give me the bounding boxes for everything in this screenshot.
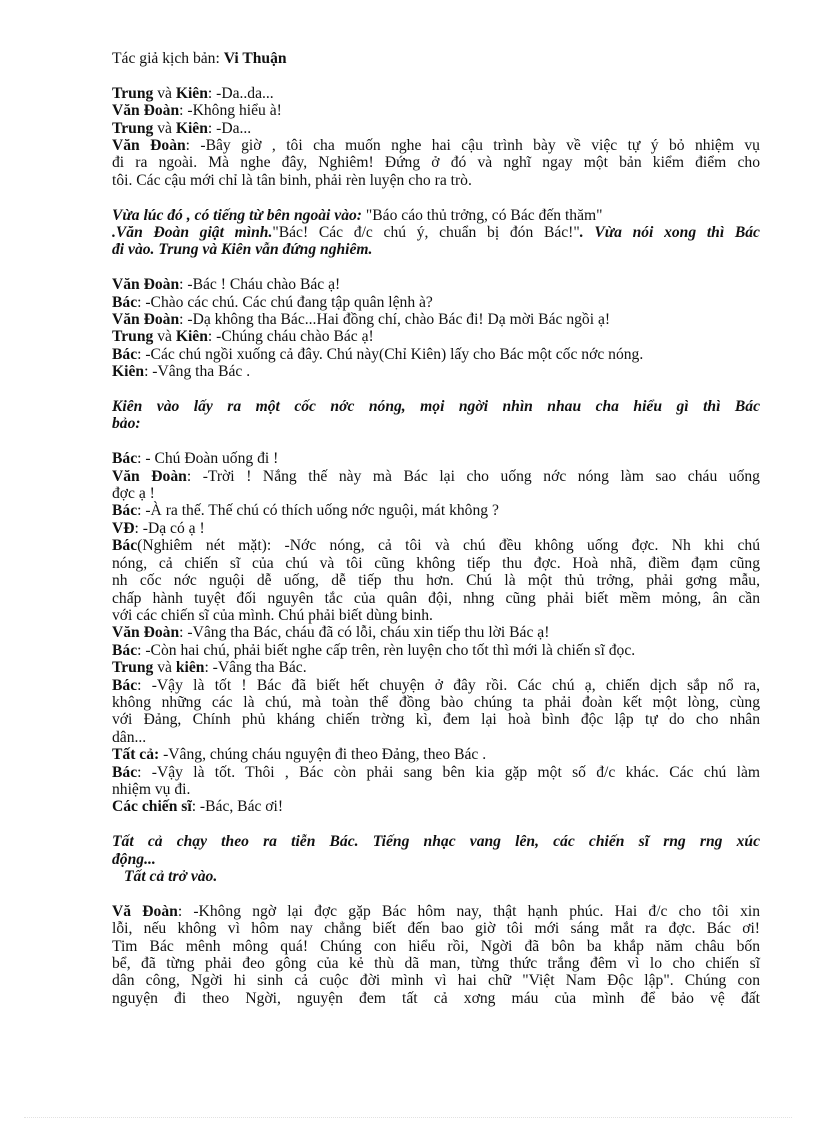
speaker-name: Bác	[112, 450, 138, 468]
dialogue-text: (Nghiêm nét mặt): -Nớc nóng, cả tôi và chú đều không uống đợc. Nh khi chú	[137, 537, 760, 555]
dialogue-text: -Vâng, chúng cháu nguyện đi theo Đảng, theo Bác .	[159, 746, 487, 764]
speaker-name: Bác	[112, 641, 138, 659]
speaker-joiner: và	[153, 659, 176, 677]
author-name: Vi Thuận	[223, 50, 287, 67]
speaker-name: VĐ	[112, 519, 135, 537]
dialogue-line	[112, 311, 760, 328]
dialogue-line	[112, 485, 760, 502]
script-body	[112, 67, 760, 1007]
stage-direction-text: .Văn Đoàn giật mình.	[112, 224, 273, 242]
dialogue-line	[112, 938, 760, 955]
dialogue-line	[112, 520, 760, 537]
quoted-speech-text: "Báo cáo thủ trởng, có Bác đến thăm"	[365, 206, 603, 224]
speaker-name: Vă Đoàn	[112, 902, 178, 920]
dialogue-line	[112, 659, 760, 676]
dialogue-text: : -Các chú ngồi xuống cả đây. Chú này(Chỉ Kiên) lấy cho Bác một cốc nớc nóng.	[137, 345, 644, 363]
dialogue-text: nóng, cả chiến sĩ của chú và tôi cũng không tiếp thu đợc. Hoà nhã, điềm đạm cũng	[112, 554, 760, 572]
dialogue-line	[112, 294, 760, 311]
document-page	[112, 50, 760, 1007]
dialogue-text: dân...	[112, 728, 147, 746]
speaker-joiner: và	[153, 84, 176, 102]
speaker-name: Bác	[112, 676, 138, 694]
speaker-name: Văn Đoàn	[112, 276, 180, 294]
dialogue-text: nhiệm vụ đi.	[112, 780, 191, 798]
dialogue-text: : -Vậy là tốt ! Bác đã biết hết chuyện ở đây rồi. Các chú ạ, chiến dịch sắp nổ ra,	[137, 676, 760, 694]
dialogue-text: với các chiến sĩ của mình. Chú phải biết dùng binh.	[112, 606, 433, 624]
stage-direction-line	[112, 207, 760, 224]
dialogue-line	[112, 990, 760, 1007]
dialogue-line	[112, 537, 760, 554]
speaker-name: kiên	[175, 659, 205, 677]
stage-direction-text: Tất cả trở vào.	[124, 868, 218, 885]
dialogue-text: : -Vâng tha Bác, cháu đã có lỗi, cháu xin tiếp thu lời Bác ạ!	[179, 624, 550, 642]
speaker-name: Kiên	[175, 119, 208, 137]
dialogue-text: nh cốc nớc nguội dễ uống, dễ tiếp thu hơn. Chú là một thủ trởng, phải gơng mẫu,	[112, 572, 760, 590]
stage-direction-line	[112, 241, 760, 258]
speaker-joiner: và	[153, 328, 176, 346]
dialogue-text: chấp hành tuyệt đối nguyên tắc của quân đội, nhng cũng phải biết mềm mỏng, ân cần	[112, 589, 760, 607]
stage-direction-line	[112, 833, 760, 850]
dialogue-line	[112, 102, 760, 119]
dialogue-line	[112, 798, 760, 815]
speaker-name: Trung	[112, 659, 154, 677]
stage-direction-line	[112, 851, 760, 868]
dialogue-line	[112, 624, 760, 641]
dialogue-line	[112, 920, 760, 937]
dialogue-line	[112, 781, 760, 798]
author-label: Tác giả kịch bản:	[112, 50, 224, 67]
dialogue-line	[112, 85, 760, 102]
dialogue-line	[112, 607, 760, 624]
speaker-name: Văn Đoàn	[112, 102, 180, 120]
speaker-name: Các chiến sĩ	[112, 798, 192, 816]
speaker-name: Bác	[112, 763, 138, 781]
speaker-name: Văn Đoàn	[112, 467, 187, 485]
dialogue-text: tôi. Các cậu mới chỉ là tân binh, phải rèn luyện cho ra trò.	[112, 171, 472, 189]
dialogue-line	[112, 955, 760, 972]
dialogue-text: : -Không hiểu à!	[179, 102, 282, 120]
speaker-name: Bác	[112, 293, 138, 311]
stage-direction-text: . Vừa nói xong thì Bác	[579, 224, 760, 242]
dialogue-text: : -Vậy là tốt. Thôi , Bác còn phải sang bên kia gặp một số đ/c khác. Các chú làm	[137, 763, 760, 781]
stage-direction-text: Tất cả chạy theo ra tiễn Bác. Tiếng nhạc vang lên, các chiến sĩ rng rng xúc	[112, 833, 760, 851]
stage-direction-text: động...	[112, 850, 156, 868]
dialogue-text: : -Bác, Bác ơi!	[191, 798, 284, 816]
quoted-speech-text: "Bác! Các đ/c chú ý, chuẩn bị đón Bác!"	[272, 224, 580, 242]
dialogue-line	[112, 694, 760, 711]
dialogue-line	[112, 746, 760, 763]
speaker-name: Bác	[112, 345, 138, 363]
speaker-name: Kiên	[175, 84, 208, 102]
stage-direction-line	[112, 224, 760, 241]
speaker-name: Văn Đoàn	[112, 624, 180, 642]
page-footer-rule	[24, 1117, 792, 1118]
dialogue-text: với Đảng, Chính phủ kháng chiến trờng kì, đem lại hoà bình độc lập tự do cho nhân	[112, 711, 760, 729]
dialogue-text: : - Chú Đoàn uống đi !	[137, 450, 279, 468]
dialogue-line	[112, 120, 760, 137]
paragraph-gap	[112, 259, 760, 276]
dialogue-line	[112, 468, 760, 485]
dialogue-text: : -Da...	[207, 119, 252, 137]
dialogue-line	[112, 363, 760, 380]
dialogue-text: : -Vâng tha Bác.	[204, 659, 307, 677]
stage-direction-line	[112, 415, 760, 432]
dialogue-text: : -Chúng cháu chào Bác ạ!	[207, 328, 374, 346]
dialogue-text: : -Còn hai chú, phải biết nghe cấp trên, rèn luyện cho tốt thì mới là chiến sĩ đọc.	[137, 641, 636, 659]
dialogue-line	[112, 764, 760, 781]
dialogue-line	[112, 711, 760, 728]
dialogue-line	[112, 450, 760, 467]
speaker-name: Trung	[112, 84, 154, 102]
speaker-name: Văn Đoàn	[112, 311, 180, 329]
dialogue-line	[112, 590, 760, 607]
stage-direction-text: bảo:	[112, 415, 141, 433]
dialogue-text: : -Dạ không tha Bác...Hai đồng chí, chào Bác đi! Dạ mời Bác ngồi ạ!	[179, 311, 611, 329]
speaker-name: Trung	[112, 328, 154, 346]
dialogue-text: : -Bây giờ , tôi cha muốn nghe hai cậu trình bày về việc tự ý bỏ nhiệm vụ	[185, 137, 760, 155]
dialogue-text: không những các là chú, mà toàn thể đồng bào chúng ta phải đoàn kết một lòng, cùng	[112, 693, 760, 711]
dialogue-text: Tim Bác mênh mông quá! Chúng con hiểu rồi, Ngời đã bôn ba khắp năm châu bốn	[112, 937, 760, 955]
speaker-name: Bác	[112, 537, 138, 555]
dialogue-text: lỗi, nếu không vì hôm nay chẳng biết đến bao giờ tôi mới sáng mắt ra đợc. Bác ơi!	[112, 920, 760, 938]
dialogue-line	[112, 572, 760, 589]
speaker-name: Kiên	[112, 363, 145, 381]
speaker-joiner: và	[153, 119, 176, 137]
dialogue-line	[112, 729, 760, 746]
stage-direction-line	[112, 868, 760, 885]
dialogue-line	[112, 276, 760, 293]
dialogue-text: : -Vâng tha Bác .	[144, 363, 251, 381]
dialogue-text: đi ra ngoài. Mà nghe đây, Nghiêm! Đứng ở đó và nghĩ ngay một bản kiểm điểm cho	[112, 154, 760, 172]
speaker-name: Trung	[112, 119, 154, 137]
dialogue-text: nguyện đi theo Ngời, nguyện đem tất cả xơng máu của mình để bảo vệ đất	[112, 989, 760, 1007]
dialogue-text: : -Chào các chú. Các chú đang tập quân lệnh à?	[137, 293, 433, 311]
speaker-name: Bác	[112, 502, 138, 520]
paragraph-gap	[112, 816, 760, 833]
dialogue-text: đợc ạ !	[112, 485, 155, 503]
paragraph-gap	[112, 189, 760, 206]
stage-direction-text: Vừa lúc đó , có tiếng từ bên ngoài vào:	[112, 206, 366, 224]
dialogue-text: : -Dạ có ạ !	[134, 519, 205, 537]
stage-direction-text: Kiên vào lấy ra một cốc nớc nóng, mọi ngời nhìn nhau cha hiểu gì thì Bác	[112, 398, 760, 416]
dialogue-text: bể, đã từng phải đeo gông của kẻ thù dã man, từng thức trắng đêm vì lo cho chiến sĩ	[112, 955, 760, 973]
speaker-name: Văn Đoàn	[112, 137, 186, 155]
dialogue-text: : -Bác ! Cháu chào Bác ạ!	[179, 276, 341, 294]
dialogue-line	[112, 137, 760, 154]
dialogue-line	[112, 328, 760, 345]
author-line	[112, 50, 760, 67]
dialogue-line	[112, 903, 760, 920]
dialogue-line	[112, 555, 760, 572]
speaker-name: Tất cả:	[112, 746, 160, 764]
dialogue-line	[112, 172, 760, 189]
dialogue-line	[112, 502, 760, 519]
dialogue-text: : -À ra thế. Thế chú có thích uống nớc nguội, mát không ?	[137, 502, 499, 520]
dialogue-text: : -Da..da...	[207, 84, 274, 102]
stage-direction-line	[112, 398, 760, 415]
speaker-name: Kiên	[175, 328, 208, 346]
dialogue-line	[112, 677, 760, 694]
paragraph-gap	[112, 433, 760, 450]
dialogue-line	[112, 346, 760, 363]
dialogue-line	[112, 972, 760, 989]
stage-direction-text: đi vào. Trung và Kiên vẫn đứng nghiêm.	[112, 241, 373, 259]
dialogue-text: : -Không ngờ lại đợc gặp Bác hôm nay, thật hạnh phúc. Hai đ/c cho tôi xin	[177, 902, 760, 920]
paragraph-gap	[112, 67, 760, 84]
paragraph-gap	[112, 381, 760, 398]
dialogue-line	[112, 642, 760, 659]
dialogue-line	[112, 154, 760, 171]
paragraph-gap	[112, 885, 760, 902]
dialogue-text: : -Trời ! Nắng thế này mà Bác lại cho uống nớc nóng làm sao cháu uống	[186, 467, 760, 485]
dialogue-text: dân công, Ngời hi sinh cả cuộc đời mình vì hai chữ "Việt Nam Độc lập". Chúng con	[112, 972, 760, 990]
